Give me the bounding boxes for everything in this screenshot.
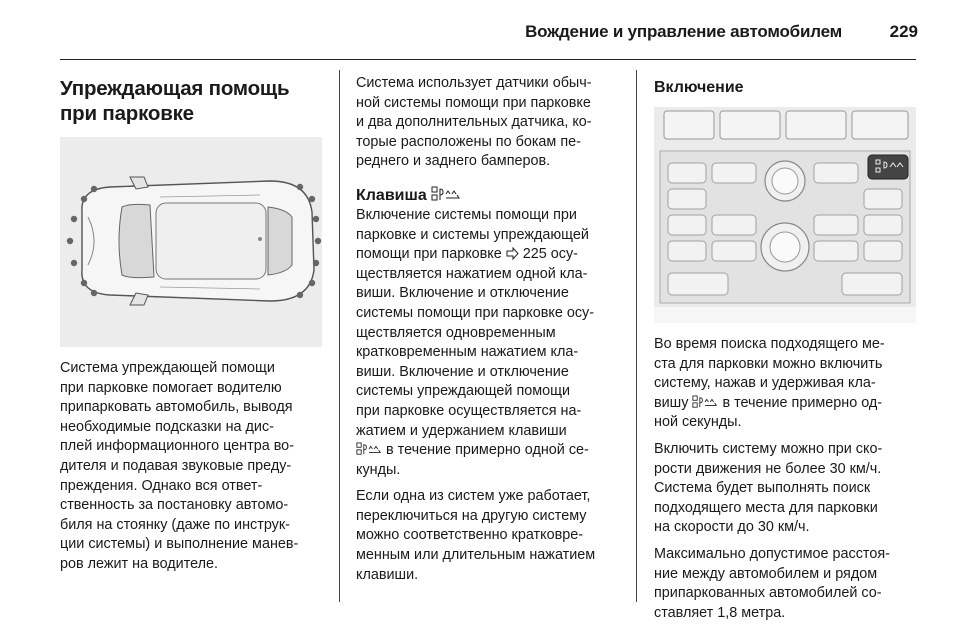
col2-line: клавиши. [356,566,419,583]
header-rule [60,59,916,60]
col3-line: рости движения не более 30 км/ч. [654,460,882,477]
col2-line: торые расположены по бокам пе- [356,133,581,150]
col1-line: дителя и подавая звуковые преду- [60,457,292,474]
col1-line: ции системы) и выполнение манев- [60,536,299,553]
col1-line: плей информационного центра во- [60,438,294,455]
column-3 [654,72,916,623]
col3-line: Включить систему можно при ско- [654,440,883,457]
center-console-figure [654,107,916,323]
col3-line: ной секунды. [654,414,742,431]
col3-line: на скорости до 30 км/ч. [654,519,810,536]
car-top-view-figure [60,137,322,347]
col1-line: необходимые подсказки на дис- [60,418,274,435]
col1-line: преждения. Однако вся ответ- [60,477,263,494]
parking-assist-key-icon [692,395,718,409]
col2-line: ществляется одновременным [356,324,556,341]
col2-line: Система использует датчики обыч- [356,75,592,91]
col2-line: переключиться на другую систему [356,507,587,524]
column-2 [356,72,620,585]
parking-assist-key-icon [431,186,461,202]
col2-line: в течение примерно одной се- [386,442,589,459]
col3-line: ставляет 1,8 метра. [654,604,786,621]
col2-line: парковке и системы упреждающей [356,226,589,243]
col2-line: кратковременным нажатием кла- [356,344,579,361]
car-top-view-icon [60,137,322,347]
col2-line: виши. Включение и отключение [356,285,569,302]
col1-line: ственность за постановку автомо- [60,497,289,514]
col2-line: ной системы помощи при парковке [356,94,591,111]
section-title [60,76,324,126]
col3-paragraph-2 [654,440,916,538]
col3-line: подходящего места для парковки [654,499,878,516]
page-reference: 225 осу- [522,246,578,263]
col1-line: при парковке помогает водителю [60,379,282,396]
col2-line: системы упреждающей помощи [356,383,571,400]
center-console-icon [654,107,916,323]
col2-line: Включение системы помощи при [356,206,577,223]
col3-paragraph-1 [654,335,916,433]
col2-intro-paragraph [356,74,620,172]
col3-line: припаркованных автомобилей со- [654,585,882,602]
col2-line: менным или длительным нажатием [356,547,596,564]
col2-line: системы помощи при парковке осу- [356,304,595,321]
col3-line: Система будет выполнять поиск [654,480,871,497]
col2-line: при парковке осуществляется на- [356,402,582,419]
parking-assist-key-icon [356,442,382,456]
col2-line: кунды. [356,461,401,478]
col2-line: помощи при парковке [356,246,502,263]
activation-heading: Включение [654,79,744,96]
col2-line: реднего и заднего бамперов. [356,153,551,170]
col2-paragraph-2 [356,487,620,585]
page-number: 229 [889,22,918,41]
col1-line: ров лежит на водителе. [60,555,219,572]
running-header [0,18,918,48]
col1-paragraph [60,359,324,575]
col3-line: Во время поиска подходящего ме- [654,336,885,352]
column-1 [60,72,324,575]
col2-line: Если одна из систем уже работает, [356,488,591,505]
col3-line: Максимально допустимое расстоя- [654,545,890,562]
col2-line: жатием и удержанием клавиши [356,422,567,439]
col1-line: Система упреждающей помощи [60,360,275,376]
col1-line: припарковать автомобиль, выводя [60,399,293,416]
reference-arrow-icon [506,247,519,260]
col2-paragraph-1 [356,206,620,480]
col2-line: виши. Включение и отключение [356,363,569,380]
col2-line: и два дополнительных датчика, ко- [356,114,592,131]
key-heading [356,186,620,206]
col3-line: вишу [654,394,689,411]
column-divider-1 [339,70,340,602]
col2-line: ществляется нажатием одной кла- [356,265,588,282]
running-title: Вождение и управление автомобилем [525,22,842,41]
col3-line: ние между автомобилем и рядом [654,565,878,582]
key-heading-text: Клавиша [356,186,427,204]
col3-line: в течение примерно од- [722,394,883,411]
section-title-line-2: при парковке [60,102,194,125]
col3-line: ста для парковки можно включить [654,355,883,372]
column-divider-2 [636,70,637,602]
col2-line: можно соответственно кратковре- [356,527,584,544]
col3-paragraph-3 [654,545,916,623]
col3-line: систему, нажав и удерживая кла- [654,375,876,392]
col1-line: биля на стоянку (даже по инструк- [60,516,290,533]
section-title-line-1: Упреждающая помощь [60,77,290,100]
